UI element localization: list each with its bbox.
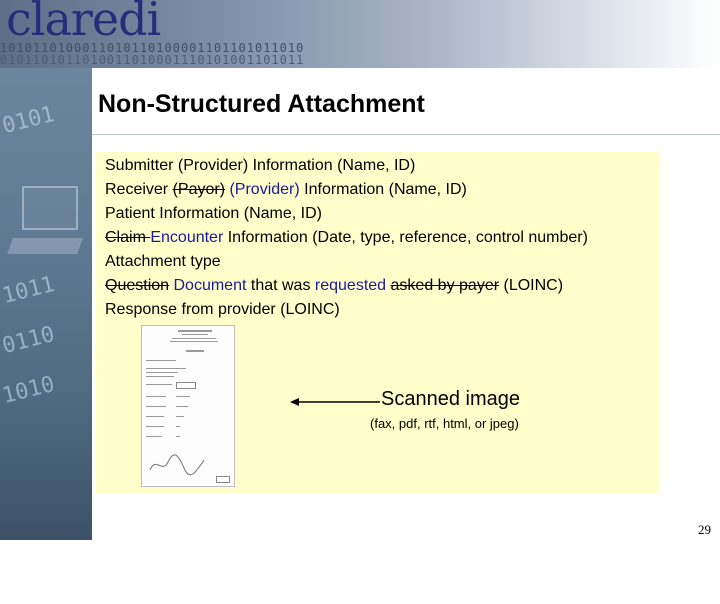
scanned-image-label: Scanned image bbox=[381, 388, 520, 410]
decorative-digits: 0110 bbox=[0, 321, 58, 360]
list-item bbox=[105, 298, 588, 322]
list-item bbox=[105, 250, 588, 274]
slide-title: Non-Structured Attachment bbox=[98, 90, 425, 118]
scanned-document-image bbox=[141, 325, 235, 487]
item-text: Patient Information (Name, ID) bbox=[105, 205, 322, 222]
claredi-logo: claredi bbox=[6, 0, 161, 46]
item-text: Receiver bbox=[105, 181, 173, 198]
decorative-digits: 1010 bbox=[0, 371, 58, 410]
list-item bbox=[105, 226, 588, 250]
copyright-text: © 2005 Claredi bbox=[3, 593, 70, 604]
item-text: that was bbox=[246, 277, 315, 294]
struck-text: (Payor) bbox=[172, 181, 226, 198]
page-number: 29 bbox=[698, 522, 711, 537]
list-item bbox=[105, 202, 588, 226]
item-text: Submitter (Provider) Information (Name, ID) bbox=[105, 157, 416, 174]
attachment-info-list bbox=[105, 154, 588, 322]
binary-pattern-bottom: 0101101011010011010001110101001101011 bbox=[0, 53, 305, 67]
computer-monitor-icon bbox=[22, 186, 78, 230]
struck-text: Claim bbox=[105, 229, 151, 246]
item-text: (LOINC) bbox=[499, 277, 564, 294]
item-text: Response from provider (LOINC) bbox=[105, 301, 340, 318]
item-text: Attachment type bbox=[105, 253, 221, 270]
item-text: Information (Date, type, reference, control number) bbox=[223, 229, 588, 246]
inserted-text: Encounter bbox=[150, 229, 224, 246]
list-item bbox=[105, 274, 588, 298]
struck-text: Question bbox=[105, 277, 170, 294]
list-item bbox=[105, 178, 588, 202]
decorative-digits: 1011 bbox=[0, 271, 58, 310]
inserted-text: requested bbox=[314, 277, 387, 294]
binary-pattern-top: 1010110100011010110100001101101011010 bbox=[0, 41, 305, 55]
title-divider bbox=[92, 134, 720, 135]
inserted-text: (Provider) bbox=[225, 181, 300, 198]
item-text: Information (Name, ID) bbox=[299, 181, 467, 198]
scanned-formats-text: (fax, pdf, rtf, html, or jpeg) bbox=[370, 416, 519, 431]
list-item bbox=[105, 154, 588, 178]
arrow-left-icon bbox=[290, 397, 380, 407]
struck-text: asked by payer bbox=[390, 277, 500, 294]
keyboard-icon bbox=[7, 238, 83, 254]
decorative-digits: 0101 bbox=[0, 101, 58, 140]
inserted-text: Document bbox=[169, 277, 247, 294]
left-sidebar-image bbox=[0, 68, 92, 604]
header-banner bbox=[0, 0, 720, 68]
signature-scribble bbox=[148, 452, 208, 476]
